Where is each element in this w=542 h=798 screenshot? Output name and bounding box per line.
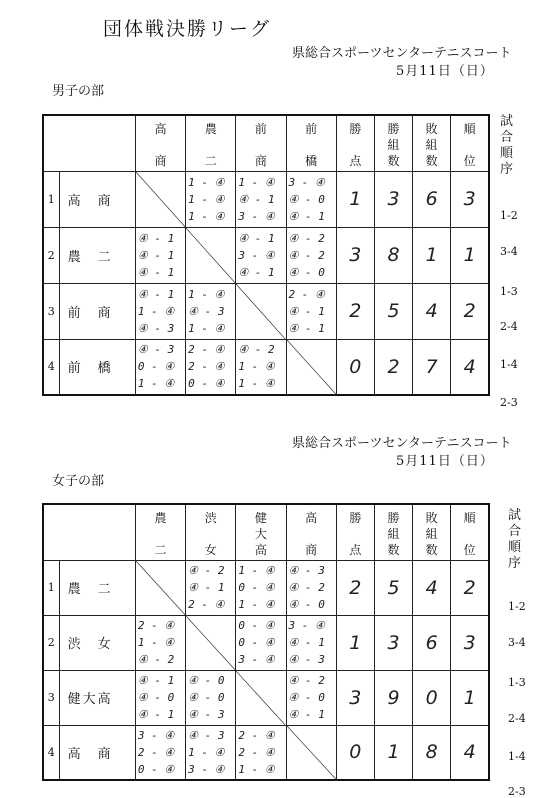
stat-rank: 2: [451, 560, 489, 615]
women-header-points: 勝 点: [336, 504, 374, 560]
stat-lost: 6: [413, 615, 451, 670]
game-score: 3 - ④: [238, 248, 275, 262]
team-number: 4: [43, 339, 59, 395]
self-match-cell: [135, 171, 185, 227]
men-order-6: 2-3: [500, 396, 518, 409]
stat-lost: 4: [413, 283, 451, 339]
men-header-rank: 順 位: [451, 115, 489, 171]
game-score: ④ - 2: [188, 564, 225, 577]
match-score-cell: [236, 227, 286, 283]
game-score: ④ - 1: [137, 265, 175, 279]
stat-won: 5: [374, 283, 412, 339]
stat-won: 3: [374, 171, 412, 227]
women-header-row: [43, 504, 489, 560]
game-score: 3 - ④: [288, 175, 325, 189]
match-score-cell: [186, 171, 236, 227]
game-score: 1 - ④: [188, 192, 225, 206]
stat-lost: 0: [413, 670, 451, 725]
game-score: ④ - 0: [137, 691, 175, 704]
men-order-1: 1-2: [500, 209, 518, 222]
match-score-cell: [236, 615, 286, 670]
team-row: [43, 615, 489, 670]
game-score: 2 - ④: [137, 619, 175, 632]
game-score: 1 - ④: [188, 209, 225, 223]
page-title: 団体戦決勝リーグ: [103, 18, 272, 40]
game-score: 2 - ④: [288, 287, 325, 301]
game-score: ④ - 3: [288, 564, 325, 577]
game-score: 1 - ④: [238, 175, 275, 189]
women-venue: 県総合スポーツセンターテニスコート: [292, 436, 512, 451]
men-col-header-3: 前 商: [236, 115, 286, 171]
game-score: ④ - 1: [137, 231, 175, 245]
game-score: 1 - ④: [238, 762, 275, 776]
game-score: 2 - ④: [188, 598, 225, 611]
game-score: 2 - ④: [238, 728, 275, 742]
women-col-header-3: 健 大 高: [236, 504, 286, 560]
game-score: 1 - ④: [238, 360, 275, 374]
game-score: ④ - 1: [288, 321, 325, 335]
team-name: 前 橋: [59, 339, 135, 395]
men-order-4: 2-4: [500, 320, 518, 333]
match-score-cell: [236, 560, 286, 615]
game-score: ④ - 3: [137, 321, 175, 335]
game-score: 1 - ④: [188, 321, 225, 335]
team-row: [43, 283, 489, 339]
stat-points: 3: [336, 227, 374, 283]
stat-lost: 4: [413, 560, 451, 615]
men-header-row: [43, 115, 489, 171]
game-score: 3 - ④: [238, 653, 275, 666]
game-score: ④ - 0: [288, 192, 325, 206]
stat-points: 2: [336, 283, 374, 339]
game-score: ④ - 1: [238, 231, 275, 245]
match-score-cell: [135, 670, 185, 725]
men-col-header-4: 前 橋: [286, 115, 336, 171]
team-row: [43, 560, 489, 615]
men-league-table: [42, 114, 490, 396]
match-score-cell: [186, 283, 236, 339]
game-score: 2 - ④: [188, 360, 225, 374]
stat-rank: 4: [451, 339, 489, 395]
game-score: 1 - ④: [188, 745, 225, 759]
men-order-2: 3-4: [500, 245, 518, 258]
stat-points: 1: [336, 615, 374, 670]
women-order-label: 試合順序: [508, 508, 522, 571]
self-match-cell: [186, 615, 236, 670]
game-score: ④ - 2: [137, 653, 175, 666]
game-score: 0 - ④: [238, 636, 275, 649]
men-venue: 県総合スポーツセンターテニスコート: [292, 46, 512, 61]
women-order-4: 2-4: [508, 712, 526, 725]
game-score: ④ - 0: [188, 674, 225, 687]
match-score-cell: [186, 725, 236, 780]
match-score-cell: [135, 227, 185, 283]
self-match-cell: [286, 339, 336, 395]
game-score: ④ - 0: [288, 265, 325, 279]
women-order-6: 2-3: [508, 785, 526, 798]
diagonal-slash: [236, 284, 285, 339]
game-score: ④ - 1: [137, 708, 175, 721]
women-col-header-2: 渋 女: [186, 504, 236, 560]
game-score: ④ - 3: [288, 653, 325, 666]
self-match-cell: [135, 560, 185, 615]
game-score: 3 - ④: [238, 209, 275, 223]
match-score-cell: [286, 560, 336, 615]
game-score: ④ - 1: [288, 636, 325, 649]
team-name: 前 商: [59, 283, 135, 339]
match-score-cell: [135, 339, 185, 395]
game-score: 1 - ④: [238, 598, 275, 611]
match-score-cell: [286, 283, 336, 339]
match-score-cell: [286, 615, 336, 670]
game-score: ④ - 3: [188, 728, 225, 742]
game-score: ④ - 0: [288, 691, 325, 704]
men-col-header-2: 農 二: [186, 115, 236, 171]
stat-lost: 8: [413, 725, 451, 780]
women-header-won: 勝 組 数: [374, 504, 412, 560]
match-score-cell: [286, 171, 336, 227]
match-score-cell: [186, 670, 236, 725]
game-score: 2 - ④: [188, 343, 225, 357]
women-order-5: 1-4: [508, 750, 526, 763]
women-order-1: 1-2: [508, 600, 526, 613]
game-score: 2 - ④: [137, 745, 175, 759]
men-col-header-1: 高 商: [135, 115, 185, 171]
game-score: ④ - 1: [137, 287, 175, 301]
stat-points: 2: [336, 560, 374, 615]
game-score: 0 - ④: [238, 581, 275, 594]
game-score: ④ - 3: [137, 343, 175, 357]
game-score: ④ - 2: [288, 581, 325, 594]
corner-diagonal: [44, 505, 135, 560]
stat-won: 1: [374, 725, 412, 780]
self-match-cell: [236, 670, 286, 725]
self-match-cell: [186, 227, 236, 283]
women-header-rank: 順 位: [451, 504, 489, 560]
stat-points: 0: [336, 725, 374, 780]
team-row: [43, 339, 489, 395]
match-score-cell: [186, 560, 236, 615]
women-section-title: 女子の部: [52, 474, 105, 489]
game-score: 0 - ④: [188, 377, 225, 391]
diagonal-slash: [287, 726, 336, 780]
men-header-lost: 敗 組 数: [413, 115, 451, 171]
match-score-cell: [135, 725, 185, 780]
stat-rank: 4: [451, 725, 489, 780]
game-score: 2 - ④: [238, 745, 275, 759]
match-score-cell: [135, 615, 185, 670]
game-score: 1 - ④: [188, 175, 225, 189]
women-col-header-1: 農 二: [135, 504, 185, 560]
game-score: ④ - 2: [288, 674, 325, 687]
match-score-cell: [236, 725, 286, 780]
game-score: 1 - ④: [137, 636, 175, 649]
game-score: 3 - ④: [288, 619, 325, 632]
team-row: [43, 227, 489, 283]
women-col-header-4: 高 商: [286, 504, 336, 560]
match-score-cell: [135, 283, 185, 339]
stat-lost: 6: [413, 171, 451, 227]
team-row: [43, 725, 489, 780]
diagonal-slash: [236, 671, 285, 725]
team-name: 渋 女: [59, 615, 135, 670]
team-number: 4: [43, 725, 59, 780]
match-score-cell: [236, 339, 286, 395]
game-score: ④ - 3: [188, 304, 225, 318]
game-score: ④ - 3: [188, 708, 225, 721]
women-header-lost: 敗 組 数: [413, 504, 451, 560]
game-score: 1 - ④: [238, 377, 275, 391]
game-score: ④ - 1: [137, 674, 175, 687]
game-score: ④ - 0: [188, 691, 225, 704]
stat-won: 5: [374, 560, 412, 615]
self-match-cell: [236, 283, 286, 339]
stat-won: 8: [374, 227, 412, 283]
match-score-cell: [236, 171, 286, 227]
game-score: ④ - 1: [137, 248, 175, 262]
men-header-points: 勝 点: [336, 115, 374, 171]
team-name: 高 商: [59, 171, 135, 227]
game-score: ④ - 2: [238, 343, 275, 357]
stat-points: 1: [336, 171, 374, 227]
stat-won: 9: [374, 670, 412, 725]
game-score: 1 - ④: [137, 304, 175, 318]
team-number: 1: [43, 560, 59, 615]
men-header-won: 勝 組 数: [374, 115, 412, 171]
game-score: 1 - ④: [188, 287, 225, 301]
stat-won: 3: [374, 615, 412, 670]
game-score: ④ - 1: [188, 581, 225, 594]
game-score: ④ - 2: [288, 231, 325, 245]
team-row: [43, 670, 489, 725]
game-score: ④ - 1: [288, 708, 325, 721]
diagonal-slash: [186, 228, 235, 283]
team-number: 2: [43, 227, 59, 283]
women-order-2: 3-4: [508, 636, 526, 649]
stat-lost: 7: [413, 339, 451, 395]
men-section-title: 男子の部: [52, 84, 105, 99]
game-score: 0 - ④: [137, 360, 175, 374]
men-order-5: 1-4: [500, 358, 518, 371]
women-order-3: 1-3: [508, 676, 526, 689]
diagonal-slash: [287, 340, 336, 395]
diagonal-slash: [136, 172, 185, 227]
women-date: 5月11日（日）: [396, 454, 494, 469]
team-number: 3: [43, 283, 59, 339]
stat-rank: 3: [451, 171, 489, 227]
corner-cell: [43, 115, 135, 171]
game-score: ④ - 1: [288, 209, 325, 223]
team-name: 高 商: [59, 725, 135, 780]
men-date: 5月11日（日）: [396, 64, 494, 79]
stat-rank: 2: [451, 283, 489, 339]
corner-cell: [43, 504, 135, 560]
team-row: [43, 171, 489, 227]
corner-diagonal: [44, 116, 135, 171]
team-name: 健大高: [59, 670, 135, 725]
team-number: 3: [43, 670, 59, 725]
stat-won: 2: [374, 339, 412, 395]
self-match-cell: [286, 725, 336, 780]
stat-rank: 3: [451, 615, 489, 670]
game-score: ④ - 1: [288, 304, 325, 318]
match-score-cell: [286, 227, 336, 283]
stat-points: 3: [336, 670, 374, 725]
game-score: 0 - ④: [238, 619, 275, 632]
game-score: 0 - ④: [137, 762, 175, 776]
stat-rank: 1: [451, 670, 489, 725]
diagonal-slash: [186, 616, 235, 670]
team-number: 2: [43, 615, 59, 670]
stat-rank: 1: [451, 227, 489, 283]
game-score: ④ - 1: [238, 265, 275, 279]
stat-points: 0: [336, 339, 374, 395]
match-score-cell: [286, 670, 336, 725]
team-name: 農 二: [59, 560, 135, 615]
game-score: 1 - ④: [238, 564, 275, 577]
team-name: 農 二: [59, 227, 135, 283]
game-score: ④ - 2: [288, 248, 325, 262]
men-order-3: 1-3: [500, 285, 518, 298]
game-score: 1 - ④: [137, 377, 175, 391]
team-number: 1: [43, 171, 59, 227]
game-score: ④ - 1: [238, 192, 275, 206]
game-score: 3 - ④: [137, 728, 175, 742]
men-order-label: 試合順序: [500, 114, 514, 177]
diagonal-slash: [136, 561, 185, 615]
game-score: ④ - 0: [288, 598, 325, 611]
match-score-cell: [186, 339, 236, 395]
women-league-table: [42, 503, 490, 781]
stat-lost: 1: [413, 227, 451, 283]
game-score: 3 - ④: [188, 762, 225, 776]
